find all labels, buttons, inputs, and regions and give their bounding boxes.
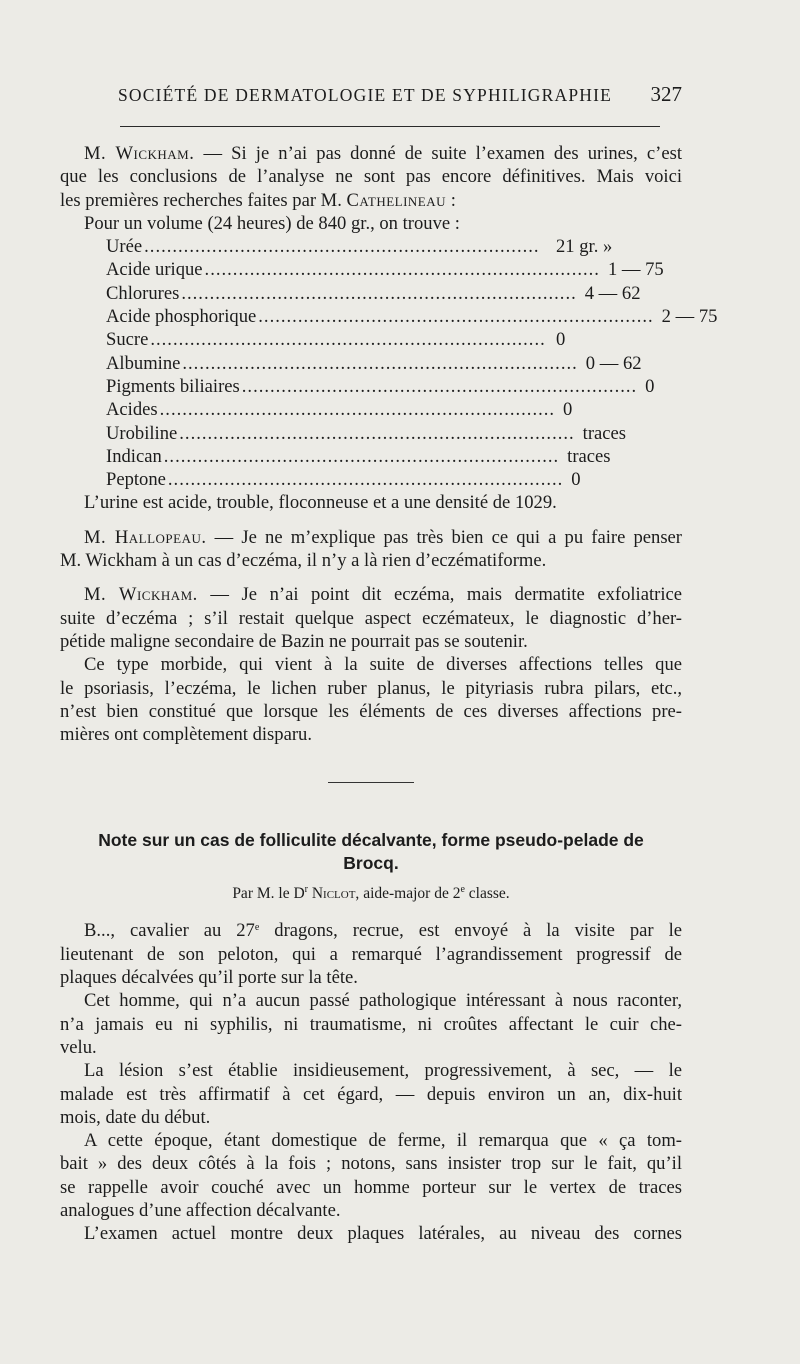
analyte-value: 0 — 62 xyxy=(585,352,642,374)
table-row: Urobiline ...................................................................... traces xyxy=(106,422,666,445)
paragraph-line: le psoriasis, l’eczéma, le lichen ruber planus, le pityriasis rubra pilars, etc., xyxy=(60,677,682,699)
paragraph-line: n’est bien constitué que lorsque les éléments de ces diverses affections pre- xyxy=(60,700,682,722)
paragraph-line: que les conclusions de l’analyse ne sont pas encore définitives. Mais voici xyxy=(60,166,682,188)
paragraph-line: pétide maligne secondaire de Bazin ne pourrait pas se soutenir. xyxy=(60,630,528,652)
speaker-name: M. Hallopeau. xyxy=(84,526,207,548)
table-row: Acides ...................................................................... 0 xyxy=(106,398,666,421)
paragraph-line: M. Wickham. — Je n’ai point dit eczéma, mais dermatite exfoliatrice xyxy=(84,584,682,606)
paragraph-line: mières ont complètement disparu. xyxy=(60,724,312,746)
analyte-name: Chlorures xyxy=(106,282,180,304)
analyte-value: 21 gr. » xyxy=(556,236,613,258)
table-row: Peptone ...................................................................... 0 xyxy=(106,468,666,491)
analyte-value: traces xyxy=(582,422,627,444)
speaker-name: M. Wickham. xyxy=(84,143,195,164)
table-row: Acide urique ...................................................................... 1 — 75 xyxy=(106,258,666,281)
paragraph-line: lieutenant de son peloton, qui a remarqué l’agrandissement progressif de xyxy=(60,943,682,965)
analyte-name: Peptone xyxy=(106,469,166,491)
analyte-value: 1 — 75 xyxy=(607,259,664,281)
paragraph-line: velu. xyxy=(60,1036,97,1058)
paragraph-line: M. Hallopeau. — Je ne m’explique pas très bien ce qui a pu faire penser xyxy=(84,526,682,548)
analyte-name: Urée xyxy=(106,236,143,258)
table-row: Sucre ...................................................................... 0 xyxy=(106,328,666,351)
table-row: Indican ...................................................................... traces xyxy=(106,445,666,468)
paragraph-line: M. Wickham à un cas d’eczéma, il n’y a là rien d’eczématiforme. xyxy=(60,550,547,572)
paragraph-line: A cette époque, étant domestique de ferme, il remarqua que « ça tom- xyxy=(84,1130,682,1152)
paragraph-line: bait » des deux côtés à la fois ; notons, sans insister trop sur le fait, qu’il xyxy=(60,1153,682,1175)
page-number: 327 xyxy=(650,82,682,106)
article-title: Note sur un cas de folliculite décalvante, forme pseudo-pelade de Brocq. xyxy=(98,830,644,874)
person-name: Cathelineau xyxy=(346,189,447,211)
table-row: Urée ...................................................................... 21 gr. » xyxy=(106,235,666,258)
journal-title: SOCIÉTÉ DE DERMATOLOGIE ET DE SYPHILIGRAPHIE xyxy=(118,85,613,105)
table-row: Chlorures ...................................................................... 4 — 62 xyxy=(106,282,666,305)
paragraph-line: Ce type morbide, qui vient à la suite de diverses affections telles que xyxy=(84,654,682,676)
table-row: Pigments biliaires ...................................................................... 0 xyxy=(106,375,666,398)
paragraph-line: La lésion s’est établie insidieusement, progressivement, à sec, — le xyxy=(84,1060,682,1082)
running-head xyxy=(60,82,682,107)
page-body xyxy=(60,142,718,1246)
analyte-value: 0 xyxy=(556,329,566,351)
analyte-name: Acides xyxy=(106,399,158,421)
analyte-value: 4 — 62 xyxy=(584,282,641,304)
analyte-name: Acide phosphorique xyxy=(106,306,257,328)
analyte-value: 0 xyxy=(571,469,581,491)
paragraph-line: analogues d’une affection décalvante. xyxy=(60,1199,341,1221)
paragraph-line: Pour un volume (24 heures) de 840 gr., on trouve : xyxy=(84,212,460,234)
header-rule xyxy=(120,126,660,127)
paragraph-line: les premières recherches faites par M. Cathelineau : xyxy=(60,189,456,211)
analyte-value: 0 xyxy=(563,399,573,421)
paragraph-line: se rappelle avoir couché avec un homme porteur sur le vertex de traces xyxy=(60,1176,682,1198)
table-row: Albumine ...................................................................... 0 — 62 xyxy=(106,352,666,375)
analyte-value: 0 xyxy=(645,375,655,397)
article-byline: Par M. le $D^r$ Niclot, aide-major de 2e classe. xyxy=(232,884,510,903)
urine-analysis-table xyxy=(106,235,718,491)
paragraph-line: n’a jamais eu ni syphilis, ni traumatisme, ni croûtes affectant le cuir che- xyxy=(60,1013,682,1035)
analyte-name: Pigments biliaires xyxy=(106,375,240,397)
paragraph-line: malade est très affirmatif à cet égard, — depuis environ un an, dix-huit xyxy=(60,1083,682,1105)
author-name: Niclot, xyxy=(311,885,360,903)
table-row: Acide phosphorique ...................................................................... 2 — 75 xyxy=(106,306,718,328)
analyte-value: traces xyxy=(567,445,611,467)
analyte-value: 2 — 75 xyxy=(661,306,718,328)
speaker-name: M. Wickham. xyxy=(84,584,198,606)
paragraph-line: suite d’eczéma ; s’il restait quelque aspect eczémateux, le diagnostic d’her- xyxy=(60,607,682,629)
analyte-name: Acide urique xyxy=(106,259,203,281)
paragraph-line: L’urine est acide, trouble, floconneuse et a une densité de 1029. xyxy=(84,492,557,514)
analyte-name: Sucre xyxy=(106,329,149,351)
paragraph-line: L’examen actuel montre deux plaques latérales, au niveau des cornes xyxy=(84,1223,682,1245)
paragraph-line: mois, date du début. xyxy=(60,1106,211,1128)
paragraph-line: plaques décalvées qu’il porte sur la tête. xyxy=(60,967,358,989)
paragraph-line: Cet homme, qui n’a aucun passé pathologique intéressant à nous raconter, xyxy=(84,990,682,1012)
paragraph-line: M. Wickham. — Si je n’ai pas donné de suite l’examen des urines, c’est xyxy=(84,143,683,164)
paragraph-line: B..., cavalier au 27e dragons, recrue, est envoyé à la visite par le xyxy=(84,920,682,942)
analyte-name: Urobiline xyxy=(106,422,178,444)
analyte-name: Indican xyxy=(106,445,162,467)
analyte-name: Albumine xyxy=(106,352,181,374)
